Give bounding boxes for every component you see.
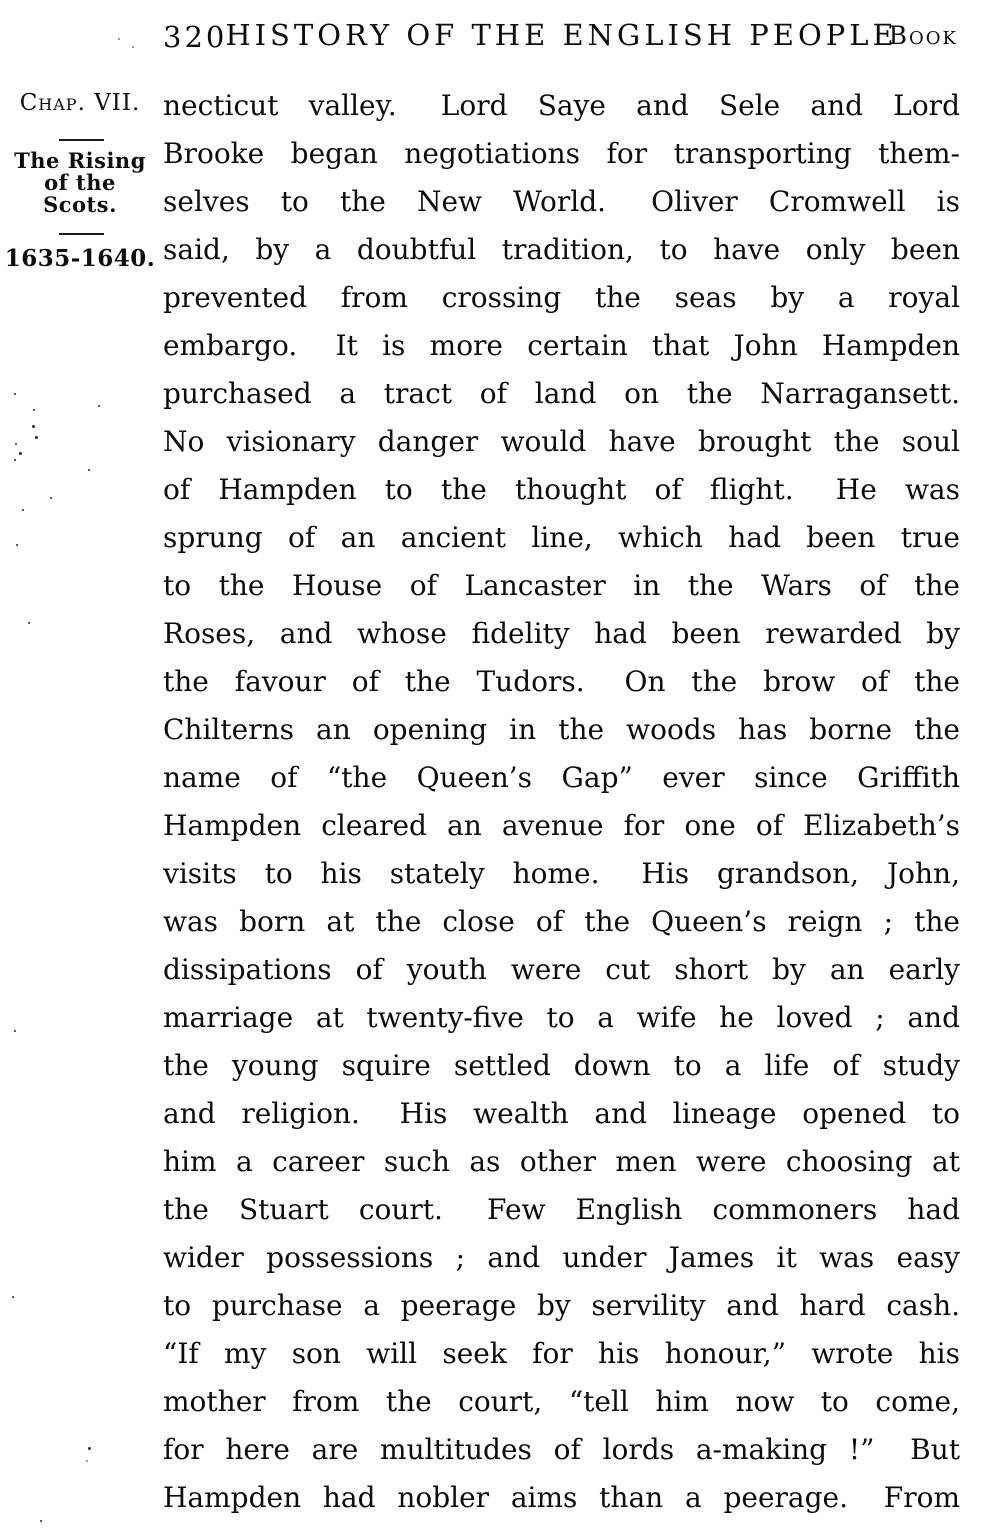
side-note: [0, 150, 160, 216]
scan-speck: [14, 1030, 16, 1032]
body-line: Hampden had nobler aims than a peerage. From: [163, 1481, 960, 1514]
scan-speck: [28, 622, 30, 624]
body-line: to the House of Lancaster in the Wars of the: [163, 569, 960, 602]
body-line: necticut valley. Lord Saye and Sele and Lord: [163, 89, 960, 122]
scan-speck: [88, 469, 90, 471]
body-line: dissipations of youth were cut short by an early: [163, 953, 960, 986]
body-line: and religion. His wealth and lineage opened to: [163, 1097, 960, 1130]
book-label: Book: [888, 21, 958, 50]
body-line: purchased a tract of land on the Narragansett.: [163, 377, 960, 410]
body-line: No visionary danger would have brought the soul: [163, 425, 960, 458]
margin-notes: [0, 0, 160, 1535]
body-line: the favour of the Tudors. On the brow of the: [163, 665, 960, 698]
body-line: Chilterns an opening in the woods has borne the: [163, 713, 960, 746]
page-number: 320: [163, 20, 228, 54]
scan-speck: [88, 1447, 91, 1450]
scan-speck: [19, 452, 22, 455]
body-line: Hampden cleared an avenue for one of Elizabeth’s: [163, 809, 960, 842]
scan-speck: [50, 497, 52, 499]
body-line: the young squire settled down to a life of study: [163, 1049, 960, 1082]
scan-speck: [32, 425, 35, 428]
body-line: the Stuart court. Few English commoners had: [163, 1193, 960, 1226]
body-line: prevented from crossing the seas by a royal: [163, 281, 960, 314]
body-line: selves to the New World. Oliver Cromwell is: [163, 185, 960, 218]
body-line: said, by a doubtful tradition, to have only been: [163, 233, 960, 266]
chapter-heading: Chap. VII.: [19, 90, 141, 116]
page-header: [163, 18, 960, 54]
scan-speck: [33, 409, 35, 411]
body-line: for here are multitudes of lords a-making !” But: [163, 1433, 960, 1466]
scan-speck: [15, 443, 17, 445]
body-line: to purchase a peerage by servility and hard cash.: [163, 1289, 960, 1322]
body-text: [163, 82, 960, 1522]
scan-speck: [98, 405, 100, 407]
scan-speck: [118, 38, 120, 40]
body-line: name of “the Queen’s Gap” ever since Griffith: [163, 761, 960, 794]
scan-speck: [12, 1296, 14, 1298]
body-line: sprung of an ancient line, which had been true: [163, 521, 960, 554]
body-line: Roses, and whose fidelity had been rewarded by: [163, 617, 960, 650]
body-line: wider possessions ; and under James it was easy: [163, 1241, 960, 1274]
side-note-line: of the: [44, 170, 116, 195]
body-line: embargo. It is more certain that John Hampden: [163, 329, 960, 362]
side-note-line: Scots.: [43, 192, 117, 217]
date-range: 1635-1640.: [4, 245, 156, 272]
scan-speck: [16, 544, 18, 546]
body-line: of Hampden to the thought of flight. He was: [163, 473, 960, 506]
scan-speck: [35, 436, 38, 439]
body-line: visits to his stately home. His grandson, John,: [163, 857, 960, 890]
scan-speck: [40, 1520, 42, 1522]
body-line: was born at the close of the Queen’s reign ; the: [163, 905, 960, 938]
body-line: Brooke began negotiations for transporting them-: [163, 137, 960, 170]
margin-rule: [59, 233, 104, 235]
scan-speck: [14, 393, 16, 395]
scan-speck: [86, 1460, 88, 1462]
body-line: him a career such as other men were choosing at: [163, 1145, 960, 1178]
scan-speck: [22, 509, 24, 511]
body-line: marriage at twenty-five to a wife he loved ; and: [163, 1001, 960, 1034]
scan-speck: [14, 459, 16, 461]
running-title: HISTORY OF THE ENGLISH PEOPLE: [225, 18, 898, 52]
body-line: mother from the court, “tell him now to come,: [163, 1385, 960, 1418]
margin-rule: [59, 139, 104, 141]
side-note-line: The Rising: [14, 148, 146, 173]
scan-speck: [132, 46, 134, 48]
body-line: “If my son will seek for his honour,” wrote his: [163, 1337, 960, 1370]
